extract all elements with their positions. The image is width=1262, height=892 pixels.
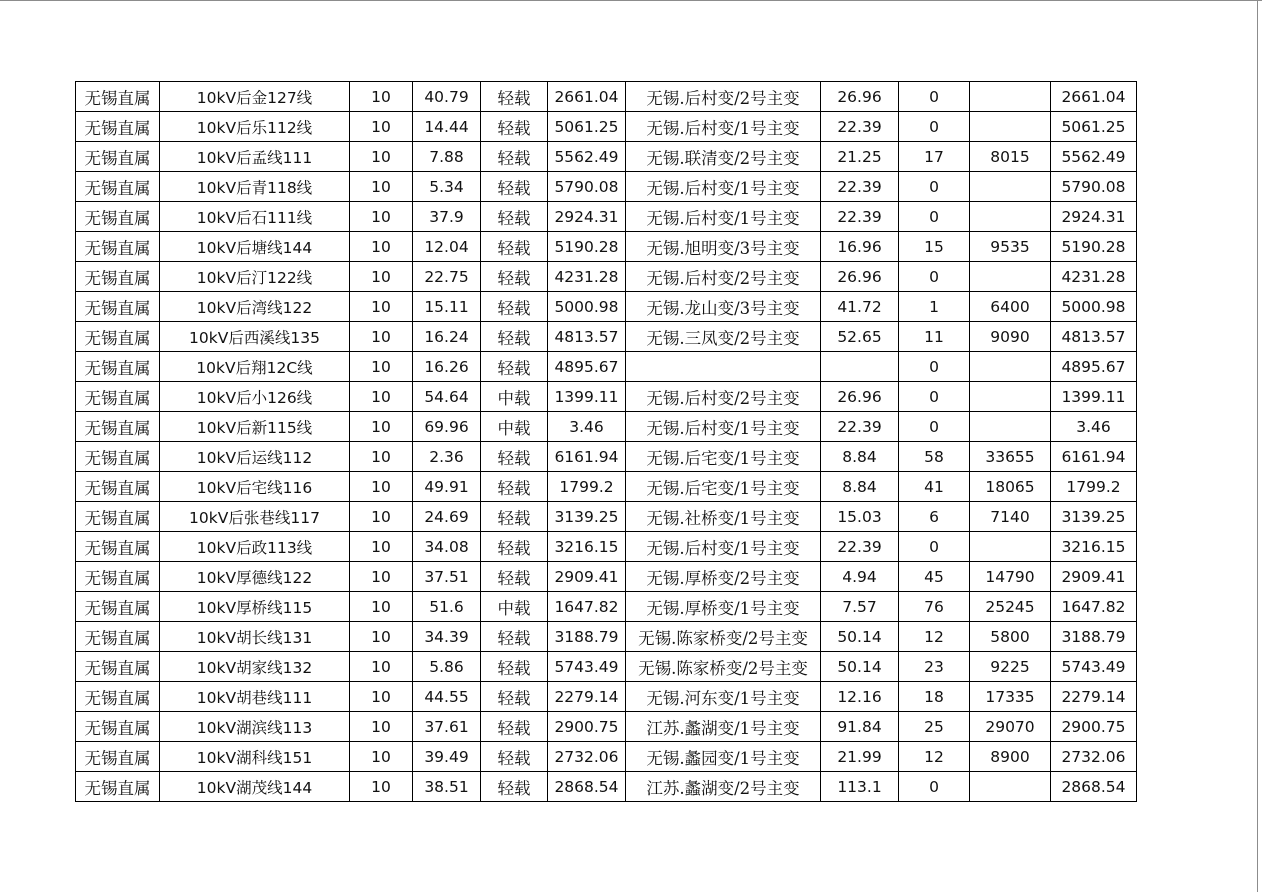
cell-voltage: 10: [350, 562, 413, 592]
cell-count: 11: [899, 322, 970, 352]
cell-load-rate: 49.91: [413, 472, 481, 502]
cell-load-status: 轻载: [481, 772, 548, 802]
cell-available: 5790.08: [1051, 172, 1137, 202]
cell-spare-capacity: 2732.06: [548, 742, 626, 772]
cell-voltage: 10: [350, 502, 413, 532]
cell-available: 1647.82: [1051, 592, 1137, 622]
cell-spare-capacity: 5000.98: [548, 292, 626, 322]
cell-load-rate: 34.08: [413, 532, 481, 562]
cell-line-name: 10kV后孟线111: [160, 142, 350, 172]
cell-available: 5000.98: [1051, 292, 1137, 322]
cell-capacity: 33655: [970, 442, 1051, 472]
cell-capacity: [970, 82, 1051, 112]
cell-transformer: 无锡.蠡园变/1号主变: [626, 742, 821, 772]
cell-capacity: 29070: [970, 712, 1051, 742]
cell-voltage: 10: [350, 712, 413, 742]
cell-unit: 无锡直属: [76, 322, 160, 352]
cell-transformer-load-rate: 26.96: [821, 82, 899, 112]
cell-load-status: 轻载: [481, 622, 548, 652]
cell-transformer-load-rate: 22.39: [821, 202, 899, 232]
cell-count: 58: [899, 442, 970, 472]
cell-capacity: [970, 112, 1051, 142]
cell-load-status: 轻载: [481, 352, 548, 382]
cell-line-name: 10kV后塘线144: [160, 232, 350, 262]
cell-spare-capacity: 4813.57: [548, 322, 626, 352]
cell-load-status: 轻载: [481, 292, 548, 322]
cell-count: 25: [899, 712, 970, 742]
cell-line-name: 10kV后张巷线117: [160, 502, 350, 532]
feeder-load-table: [75, 81, 1137, 802]
cell-available: 1399.11: [1051, 382, 1137, 412]
cell-load-rate: 37.61: [413, 712, 481, 742]
cell-transformer-load-rate: 50.14: [821, 622, 899, 652]
table-row: [76, 172, 1137, 202]
cell-load-rate: 5.34: [413, 172, 481, 202]
cell-capacity: 8015: [970, 142, 1051, 172]
cell-count: 12: [899, 742, 970, 772]
cell-transformer: 无锡.旭明变/3号主变: [626, 232, 821, 262]
cell-transformer: 无锡.厚桥变/2号主变: [626, 562, 821, 592]
cell-available: 2900.75: [1051, 712, 1137, 742]
cell-transformer-load-rate: 7.57: [821, 592, 899, 622]
table-row: [76, 292, 1137, 322]
cell-unit: 无锡直属: [76, 562, 160, 592]
cell-line-name: 10kV后西溪线135: [160, 322, 350, 352]
cell-unit: 无锡直属: [76, 232, 160, 262]
cell-count: 41: [899, 472, 970, 502]
cell-transformer-load-rate: 16.96: [821, 232, 899, 262]
cell-line-name: 10kV湖茂线144: [160, 772, 350, 802]
cell-available: 4813.57: [1051, 322, 1137, 352]
cell-unit: 无锡直属: [76, 442, 160, 472]
table-row: [76, 412, 1137, 442]
cell-voltage: 10: [350, 232, 413, 262]
cell-spare-capacity: 2279.14: [548, 682, 626, 712]
cell-count: 0: [899, 172, 970, 202]
cell-count: 0: [899, 772, 970, 802]
cell-load-rate: 51.6: [413, 592, 481, 622]
cell-unit: 无锡直属: [76, 202, 160, 232]
cell-transformer: 无锡.后村变/2号主变: [626, 262, 821, 292]
cell-transformer: 无锡.后宅变/1号主变: [626, 442, 821, 472]
table-row: [76, 562, 1137, 592]
table-row: [76, 772, 1137, 802]
cell-unit: 无锡直属: [76, 772, 160, 802]
cell-capacity: 9535: [970, 232, 1051, 262]
cell-voltage: 10: [350, 382, 413, 412]
cell-count: 0: [899, 262, 970, 292]
cell-voltage: 10: [350, 442, 413, 472]
table-row: [76, 112, 1137, 142]
cell-voltage: 10: [350, 622, 413, 652]
cell-load-status: 轻载: [481, 172, 548, 202]
cell-load-status: 中载: [481, 382, 548, 412]
cell-load-status: 轻载: [481, 532, 548, 562]
cell-line-name: 10kV后汀122线: [160, 262, 350, 292]
cell-load-rate: 54.64: [413, 382, 481, 412]
cell-load-rate: 14.44: [413, 112, 481, 142]
cell-load-status: 轻载: [481, 262, 548, 292]
cell-capacity: 9090: [970, 322, 1051, 352]
cell-count: 1: [899, 292, 970, 322]
cell-unit: 无锡直属: [76, 352, 160, 382]
cell-load-rate: 34.39: [413, 622, 481, 652]
cell-available: 2868.54: [1051, 772, 1137, 802]
table-row: [76, 262, 1137, 292]
cell-load-rate: 40.79: [413, 82, 481, 112]
cell-load-status: 轻载: [481, 472, 548, 502]
cell-line-name: 10kV胡长线131: [160, 622, 350, 652]
cell-transformer-load-rate: 12.16: [821, 682, 899, 712]
cell-voltage: 10: [350, 532, 413, 562]
cell-load-rate: 15.11: [413, 292, 481, 322]
cell-voltage: 10: [350, 112, 413, 142]
cell-available: 4231.28: [1051, 262, 1137, 292]
cell-available: 5190.28: [1051, 232, 1137, 262]
cell-available: 2909.41: [1051, 562, 1137, 592]
cell-voltage: 10: [350, 592, 413, 622]
cell-capacity: 8900: [970, 742, 1051, 772]
cell-transformer-load-rate: 41.72: [821, 292, 899, 322]
cell-load-status: 轻载: [481, 112, 548, 142]
cell-spare-capacity: 3139.25: [548, 502, 626, 532]
table-row: [76, 352, 1137, 382]
cell-available: 4895.67: [1051, 352, 1137, 382]
cell-spare-capacity: 5562.49: [548, 142, 626, 172]
cell-load-status: 中载: [481, 592, 548, 622]
cell-transformer-load-rate: 52.65: [821, 322, 899, 352]
cell-spare-capacity: 5061.25: [548, 112, 626, 142]
cell-voltage: 10: [350, 202, 413, 232]
cell-load-status: 轻载: [481, 652, 548, 682]
cell-transformer: 无锡.后村变/1号主变: [626, 412, 821, 442]
cell-capacity: 5800: [970, 622, 1051, 652]
table-row: [76, 652, 1137, 682]
cell-spare-capacity: 1399.11: [548, 382, 626, 412]
cell-load-rate: 69.96: [413, 412, 481, 442]
cell-spare-capacity: 3216.15: [548, 532, 626, 562]
cell-spare-capacity: 4231.28: [548, 262, 626, 292]
cell-load-rate: 44.55: [413, 682, 481, 712]
cell-transformer-load-rate: 91.84: [821, 712, 899, 742]
cell-transformer: 无锡.后村变/2号主变: [626, 382, 821, 412]
cell-capacity: [970, 202, 1051, 232]
cell-load-status: 轻载: [481, 202, 548, 232]
cell-capacity: [970, 412, 1051, 442]
cell-unit: 无锡直属: [76, 712, 160, 742]
table-row: [76, 232, 1137, 262]
cell-load-status: 轻载: [481, 142, 548, 172]
cell-count: 0: [899, 82, 970, 112]
cell-transformer-load-rate: 21.99: [821, 742, 899, 772]
cell-load-rate: 22.75: [413, 262, 481, 292]
cell-available: 3216.15: [1051, 532, 1137, 562]
cell-capacity: 14790: [970, 562, 1051, 592]
cell-count: 0: [899, 112, 970, 142]
table-row: [76, 442, 1137, 472]
cell-line-name: 10kV后政113线: [160, 532, 350, 562]
cell-available: 5061.25: [1051, 112, 1137, 142]
cell-transformer-load-rate: 22.39: [821, 532, 899, 562]
cell-spare-capacity: 2909.41: [548, 562, 626, 592]
cell-spare-capacity: 1799.2: [548, 472, 626, 502]
cell-spare-capacity: 5743.49: [548, 652, 626, 682]
cell-load-rate: 37.51: [413, 562, 481, 592]
cell-load-status: 轻载: [481, 232, 548, 262]
cell-unit: 无锡直属: [76, 142, 160, 172]
cell-capacity: [970, 352, 1051, 382]
cell-transformer: 无锡.陈家桥变/2号主变: [626, 622, 821, 652]
cell-transformer-load-rate: 113.1: [821, 772, 899, 802]
table-row: [76, 622, 1137, 652]
cell-voltage: 10: [350, 262, 413, 292]
table-row: [76, 472, 1137, 502]
cell-transformer: 无锡.龙山变/3号主变: [626, 292, 821, 322]
cell-transformer: 江苏.蠡湖变/1号主变: [626, 712, 821, 742]
cell-unit: 无锡直属: [76, 112, 160, 142]
cell-transformer-load-rate: 8.84: [821, 472, 899, 502]
cell-capacity: [970, 772, 1051, 802]
cell-count: 45: [899, 562, 970, 592]
cell-count: 18: [899, 682, 970, 712]
cell-line-name: 10kV后新115线: [160, 412, 350, 442]
cell-voltage: 10: [350, 772, 413, 802]
cell-voltage: 10: [350, 172, 413, 202]
cell-voltage: 10: [350, 652, 413, 682]
cell-transformer-load-rate: 22.39: [821, 112, 899, 142]
cell-spare-capacity: 3.46: [548, 412, 626, 442]
cell-capacity: [970, 382, 1051, 412]
cell-spare-capacity: 4895.67: [548, 352, 626, 382]
cell-voltage: 10: [350, 472, 413, 502]
cell-transformer: 无锡.后宅变/1号主变: [626, 472, 821, 502]
cell-available: 2661.04: [1051, 82, 1137, 112]
table-row: [76, 202, 1137, 232]
table-row: [76, 742, 1137, 772]
cell-transformer-load-rate: 8.84: [821, 442, 899, 472]
cell-count: 0: [899, 382, 970, 412]
cell-load-rate: 2.36: [413, 442, 481, 472]
cell-load-status: 轻载: [481, 502, 548, 532]
cell-voltage: 10: [350, 142, 413, 172]
cell-count: 76: [899, 592, 970, 622]
cell-line-name: 10kV后青118线: [160, 172, 350, 202]
cell-voltage: 10: [350, 682, 413, 712]
cell-line-name: 10kV后湾线122: [160, 292, 350, 322]
cell-transformer-load-rate: 22.39: [821, 172, 899, 202]
cell-load-rate: 38.51: [413, 772, 481, 802]
cell-unit: 无锡直属: [76, 652, 160, 682]
cell-load-status: 轻载: [481, 682, 548, 712]
cell-count: 6: [899, 502, 970, 532]
cell-transformer-load-rate: 4.94: [821, 562, 899, 592]
cell-transformer-load-rate: 50.14: [821, 652, 899, 682]
cell-voltage: 10: [350, 352, 413, 382]
cell-line-name: 10kV后小126线: [160, 382, 350, 412]
cell-count: 12: [899, 622, 970, 652]
cell-available: 5562.49: [1051, 142, 1137, 172]
cell-available: 2279.14: [1051, 682, 1137, 712]
cell-transformer: 无锡.河东变/1号主变: [626, 682, 821, 712]
cell-spare-capacity: 2900.75: [548, 712, 626, 742]
cell-transformer: 江苏.蠡湖变/2号主变: [626, 772, 821, 802]
cell-transformer-load-rate: 21.25: [821, 142, 899, 172]
cell-capacity: 6400: [970, 292, 1051, 322]
table-row: [76, 502, 1137, 532]
cell-load-rate: 12.04: [413, 232, 481, 262]
cell-line-name: 10kV后石111线: [160, 202, 350, 232]
cell-load-rate: 24.69: [413, 502, 481, 532]
cell-unit: 无锡直属: [76, 472, 160, 502]
page-right-border: [1257, 0, 1258, 892]
cell-available: 6161.94: [1051, 442, 1137, 472]
table-row: [76, 82, 1137, 112]
cell-unit: 无锡直属: [76, 412, 160, 442]
table-row: [76, 592, 1137, 622]
cell-line-name: 10kV胡家线132: [160, 652, 350, 682]
table-row: [76, 142, 1137, 172]
cell-available: 2732.06: [1051, 742, 1137, 772]
cell-transformer: 无锡.后村变/1号主变: [626, 172, 821, 202]
cell-line-name: 10kV后运线112: [160, 442, 350, 472]
cell-capacity: [970, 172, 1051, 202]
cell-transformer-load-rate: 22.39: [821, 412, 899, 442]
cell-unit: 无锡直属: [76, 502, 160, 532]
table-row: [76, 382, 1137, 412]
cell-line-name: 10kV后金127线: [160, 82, 350, 112]
cell-voltage: 10: [350, 292, 413, 322]
cell-line-name: 10kV湖滨线113: [160, 712, 350, 742]
cell-capacity: [970, 532, 1051, 562]
cell-spare-capacity: 6161.94: [548, 442, 626, 472]
cell-unit: 无锡直属: [76, 682, 160, 712]
cell-voltage: 10: [350, 742, 413, 772]
cell-available: 3188.79: [1051, 622, 1137, 652]
cell-transformer-load-rate: [821, 352, 899, 382]
cell-load-rate: 37.9: [413, 202, 481, 232]
cell-transformer: 无锡.后村变/1号主变: [626, 112, 821, 142]
table-row: [76, 712, 1137, 742]
cell-spare-capacity: 5790.08: [548, 172, 626, 202]
cell-count: 0: [899, 532, 970, 562]
page-top-border: [0, 0, 1262, 1]
cell-available: 3.46: [1051, 412, 1137, 442]
cell-line-name: 10kV厚德线122: [160, 562, 350, 592]
cell-transformer: 无锡.联清变/2号主变: [626, 142, 821, 172]
cell-transformer-load-rate: 26.96: [821, 382, 899, 412]
cell-unit: 无锡直属: [76, 592, 160, 622]
cell-unit: 无锡直属: [76, 262, 160, 292]
cell-count: 0: [899, 412, 970, 442]
cell-transformer: 无锡.社桥变/1号主变: [626, 502, 821, 532]
cell-capacity: 7140: [970, 502, 1051, 532]
cell-unit: 无锡直属: [76, 532, 160, 562]
cell-load-status: 轻载: [481, 322, 548, 352]
cell-unit: 无锡直属: [76, 622, 160, 652]
cell-load-status: 轻载: [481, 742, 548, 772]
cell-spare-capacity: 2924.31: [548, 202, 626, 232]
cell-load-rate: 39.49: [413, 742, 481, 772]
cell-load-rate: 16.24: [413, 322, 481, 352]
cell-available: 5743.49: [1051, 652, 1137, 682]
cell-line-name: 10kV厚桥线115: [160, 592, 350, 622]
cell-spare-capacity: 2661.04: [548, 82, 626, 112]
cell-load-rate: 16.26: [413, 352, 481, 382]
cell-load-rate: 7.88: [413, 142, 481, 172]
cell-unit: 无锡直属: [76, 382, 160, 412]
cell-transformer-load-rate: 15.03: [821, 502, 899, 532]
cell-line-name: 10kV后翔12C线: [160, 352, 350, 382]
cell-count: 0: [899, 352, 970, 382]
cell-capacity: 17335: [970, 682, 1051, 712]
table-row: [76, 532, 1137, 562]
cell-available: 2924.31: [1051, 202, 1137, 232]
cell-line-name: 10kV湖科线151: [160, 742, 350, 772]
cell-available: 3139.25: [1051, 502, 1137, 532]
cell-load-status: 轻载: [481, 442, 548, 472]
cell-count: 15: [899, 232, 970, 262]
cell-spare-capacity: 3188.79: [548, 622, 626, 652]
cell-unit: 无锡直属: [76, 292, 160, 322]
cell-transformer: 无锡.后村变/1号主变: [626, 532, 821, 562]
cell-line-name: 10kV胡巷线111: [160, 682, 350, 712]
cell-load-status: 中载: [481, 412, 548, 442]
cell-load-rate: 5.86: [413, 652, 481, 682]
cell-load-status: 轻载: [481, 712, 548, 742]
cell-count: 0: [899, 202, 970, 232]
cell-unit: 无锡直属: [76, 742, 160, 772]
cell-voltage: 10: [350, 412, 413, 442]
cell-unit: 无锡直属: [76, 82, 160, 112]
cell-capacity: 18065: [970, 472, 1051, 502]
cell-transformer: [626, 352, 821, 382]
cell-transformer: 无锡.厚桥变/1号主变: [626, 592, 821, 622]
cell-transformer: 无锡.陈家桥变/2号主变: [626, 652, 821, 682]
table-row: [76, 682, 1137, 712]
cell-transformer: 无锡.后村变/1号主变: [626, 202, 821, 232]
cell-available: 1799.2: [1051, 472, 1137, 502]
cell-spare-capacity: 2868.54: [548, 772, 626, 802]
cell-transformer-load-rate: 26.96: [821, 262, 899, 292]
cell-capacity: 25245: [970, 592, 1051, 622]
cell-voltage: 10: [350, 322, 413, 352]
cell-unit: 无锡直属: [76, 172, 160, 202]
cell-voltage: 10: [350, 82, 413, 112]
cell-spare-capacity: 1647.82: [548, 592, 626, 622]
cell-spare-capacity: 5190.28: [548, 232, 626, 262]
cell-transformer: 无锡.三凤变/2号主变: [626, 322, 821, 352]
cell-capacity: [970, 262, 1051, 292]
cell-load-status: 轻载: [481, 562, 548, 592]
table-row: [76, 322, 1137, 352]
cell-count: 17: [899, 142, 970, 172]
cell-load-status: 轻载: [481, 82, 548, 112]
cell-capacity: 9225: [970, 652, 1051, 682]
cell-transformer: 无锡.后村变/2号主变: [626, 82, 821, 112]
cell-line-name: 10kV后宅线116: [160, 472, 350, 502]
cell-line-name: 10kV后乐112线: [160, 112, 350, 142]
cell-count: 23: [899, 652, 970, 682]
